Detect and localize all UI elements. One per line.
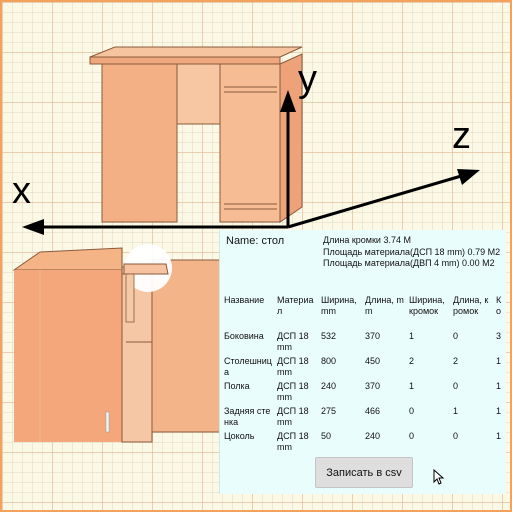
z-axis-line — [288, 174, 468, 227]
column-header-width-edges: Ширина, кромок — [409, 295, 445, 316]
desk-right-cabinet — [220, 64, 280, 222]
cell-length-edges: 1 — [453, 406, 459, 416]
cell-width-edges: 0 — [409, 431, 415, 441]
object-name: Name: стол — [226, 235, 285, 247]
cell-length: 370 — [365, 331, 381, 341]
parts-table — [222, 294, 505, 455]
x-axis-label: x — [12, 170, 31, 212]
material-summary — [323, 235, 503, 270]
column-header-length: Длина, mm — [365, 295, 404, 316]
parts-info-panel — [219, 230, 506, 494]
export-csv-button[interactable]: Записать в csv — [315, 457, 413, 488]
cell-length: 466 — [365, 406, 381, 416]
cell-quantity: 1 — [496, 356, 502, 366]
column-header-name: Название — [224, 295, 265, 305]
cell-material: ДСП 18 mm — [277, 381, 309, 402]
cabinet-top-left — [14, 248, 122, 270]
desk-top-front-edge — [90, 57, 280, 64]
cell-name: Столешница — [224, 356, 272, 377]
cell-length-edges: 0 — [453, 381, 459, 391]
cell-width-edges: 1 — [409, 381, 415, 391]
fiberboard-area-text: Площадь материала(ДВП 4 mm) 0.00 M2 — [323, 258, 495, 268]
cell-quantity: 1 — [496, 431, 502, 441]
cell-quantity: 1 — [496, 406, 502, 416]
table-row — [222, 430, 505, 455]
cell-width-edges: 0 — [409, 406, 415, 416]
cell-length-edges: 0 — [453, 331, 459, 341]
cell-width: 240 — [321, 381, 337, 391]
cell-width-edges: 1 — [409, 331, 415, 341]
cell-width: 50 — [321, 431, 332, 441]
desk-model[interactable] — [90, 47, 302, 222]
edge-length-text: Длина кромки 3.74 M — [323, 235, 411, 245]
cell-material: ДСП 18 mm — [277, 331, 309, 352]
z-axis-arrow-icon — [457, 169, 480, 185]
cell-length-edges: 0 — [453, 431, 459, 441]
table-row — [222, 355, 505, 380]
cell-length: 450 — [365, 356, 381, 366]
selected-part-side — [126, 274, 134, 322]
cell-name: Цоколь — [224, 431, 255, 441]
cell-length: 240 — [365, 431, 381, 441]
desk-top-surface — [90, 47, 302, 57]
door-handle-icon — [106, 412, 109, 432]
column-header-quantity: Ко — [496, 295, 502, 316]
chipboard-area-text: Площадь материала(ДСП 18 mm) 0.79 M2 — [323, 246, 501, 257]
table-row — [222, 380, 505, 405]
desk-left-side — [102, 64, 177, 222]
z-axis-label: z — [452, 115, 471, 157]
column-header-material: Материал — [277, 295, 314, 316]
cell-material: ДСП 18 mm — [277, 406, 309, 427]
table-row — [222, 405, 505, 430]
cell-width: 800 — [321, 356, 337, 366]
cell-material: ДСП 18 mm — [277, 356, 309, 377]
table-header-row — [222, 294, 505, 330]
column-header-length-edges: Длина, кромок — [453, 295, 489, 316]
desk-modesty-panel — [177, 64, 220, 124]
cell-quantity: 3 — [496, 331, 502, 341]
cell-width-edges: 2 — [409, 356, 415, 366]
cell-length: 370 — [365, 381, 381, 391]
table-row — [222, 330, 505, 355]
mouse-cursor-icon — [433, 469, 445, 485]
cell-name: Задняя стенка — [224, 406, 271, 427]
cell-width: 275 — [321, 406, 337, 416]
cell-quantity: 1 — [496, 381, 502, 391]
cell-name: Полка — [224, 381, 250, 391]
selected-part-edge — [124, 264, 168, 274]
column-header-width: Ширина, mm — [321, 295, 357, 316]
cell-length-edges: 2 — [453, 356, 459, 366]
cell-width: 532 — [321, 331, 337, 341]
cell-material: ДСП 18 mm — [277, 431, 309, 452]
y-axis-label: y — [298, 58, 317, 100]
cabinet-model[interactable] — [14, 244, 242, 442]
cell-name: Боковина — [224, 331, 264, 341]
x-axis-arrow-icon — [22, 219, 44, 235]
summary-block — [226, 235, 506, 293]
